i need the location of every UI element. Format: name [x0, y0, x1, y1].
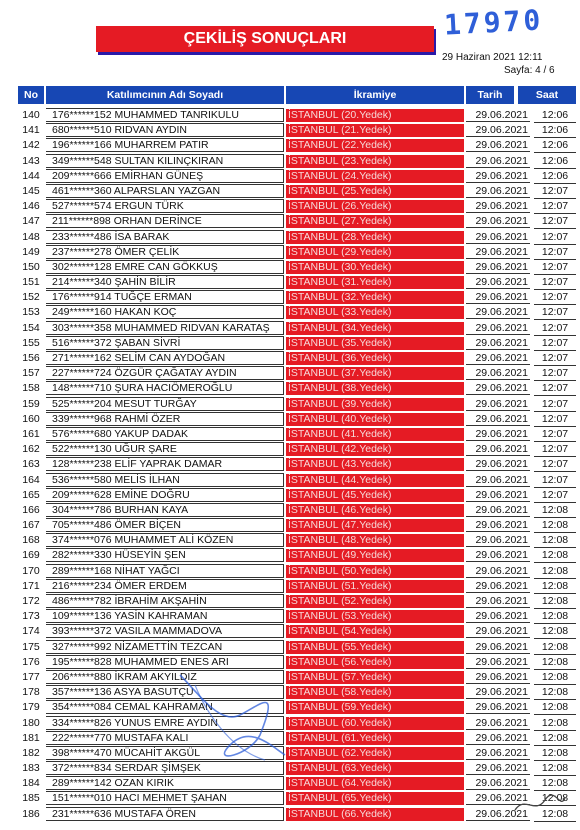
time-cell: 12:07 — [534, 231, 576, 245]
date-cell: 29.06.2021 — [466, 139, 530, 152]
row-number: 178 — [22, 686, 40, 699]
column-header-time: Saat — [518, 86, 576, 104]
row-number: 148 — [22, 230, 40, 243]
time-cell: 12:07 — [534, 200, 576, 214]
prize-cell: İSTANBUL (58.Yedek) — [286, 686, 464, 699]
table-row — [18, 518, 578, 533]
participant-name: 271******162 SELİM CAN AYDOĞAN — [46, 351, 284, 365]
table-row — [18, 199, 578, 214]
participant-name: 536******580 MELİS İLHAN — [46, 473, 284, 487]
table-row — [18, 716, 578, 731]
participant-name: 231******636 MUSTAFA ÖREN — [46, 807, 284, 821]
row-number: 146 — [22, 200, 40, 213]
date-cell: 29.06.2021 — [466, 656, 530, 669]
time-cell: 12:07 — [534, 474, 576, 488]
prize-cell: İSTANBUL (56.Yedek) — [286, 656, 464, 669]
time-cell: 12:06 — [534, 155, 576, 169]
table-row — [18, 791, 578, 806]
table-row — [18, 123, 578, 138]
row-number: 144 — [22, 169, 40, 182]
table-row — [18, 457, 578, 472]
table-row — [18, 746, 578, 761]
participant-name: 327******992 NİZAMETTİN TEZCAN — [46, 640, 284, 654]
table-row — [18, 442, 578, 457]
time-cell: 12:07 — [534, 276, 576, 290]
table-row — [18, 336, 578, 351]
time-cell: 12:06 — [534, 124, 576, 138]
table-row — [18, 366, 578, 381]
participant-name: 398******470 MÜCAHİT AKGÜL — [46, 746, 284, 760]
participant-name: 372******834 SERDAR ŞİMŞEK — [46, 761, 284, 775]
participant-name: 576******680 YAKUP DADAK — [46, 427, 284, 441]
row-number: 153 — [22, 306, 40, 319]
date-cell: 29.06.2021 — [466, 549, 530, 562]
prize-cell: İSTANBUL (54.Yedek) — [286, 625, 464, 638]
participant-name: 233******486 İSA BARAK — [46, 230, 284, 244]
time-cell: 12:08 — [534, 777, 576, 791]
table-row — [18, 761, 578, 776]
row-number: 147 — [22, 215, 40, 228]
prize-cell: İSTANBUL (22.Yedek) — [286, 139, 464, 152]
date-cell: 29.06.2021 — [466, 291, 530, 304]
date-cell: 29.06.2021 — [466, 155, 530, 168]
table-row — [18, 427, 578, 442]
row-number: 177 — [22, 670, 40, 683]
table-row — [18, 624, 578, 639]
time-cell: 12:08 — [534, 625, 576, 639]
participant-name: 216******234 ÖMER ERDEM — [46, 579, 284, 593]
time-cell: 12:07 — [534, 382, 576, 396]
row-number: 160 — [22, 412, 40, 425]
row-number: 163 — [22, 458, 40, 471]
participant-name: 374******076 MUHAMMET ALİ KÖZEN — [46, 533, 284, 547]
participant-name: 196******166 MUHARREM PATIR — [46, 138, 284, 152]
prize-cell: İSTANBUL (47.Yedek) — [286, 519, 464, 532]
row-number: 168 — [22, 534, 40, 547]
participant-name: 289******168 NİHAT YAĞCI — [46, 564, 284, 578]
column-header-name: Katılımcının Adı Soyadı — [46, 86, 284, 104]
participant-name: 354******084 CEMAL KAHRAMAN — [46, 700, 284, 714]
table-row — [18, 305, 578, 320]
participant-name: 461******360 ALPARSLAN YAZGAN — [46, 184, 284, 198]
date-cell: 29.06.2021 — [466, 246, 530, 259]
row-number: 140 — [22, 109, 40, 121]
prize-cell: İSTANBUL (52.Yedek) — [286, 595, 464, 608]
date-cell: 29.06.2021 — [466, 686, 530, 699]
table-row — [18, 655, 578, 670]
prize-cell: İSTANBUL (27.Yedek) — [286, 215, 464, 228]
row-number: 179 — [22, 701, 40, 714]
participant-name: 289******142 OZAN KIRIK — [46, 776, 284, 790]
table-row — [18, 230, 578, 245]
prize-cell: İSTANBUL (65.Yedek) — [286, 792, 464, 805]
row-number: 154 — [22, 321, 40, 334]
time-cell: 12:08 — [534, 732, 576, 746]
time-cell: 12:07 — [534, 352, 576, 366]
time-cell: 12:08 — [534, 717, 576, 731]
prize-cell: İSTANBUL (60.Yedek) — [286, 717, 464, 730]
date-cell: 29.06.2021 — [466, 367, 530, 380]
participant-name: 209******666 EMİRHAN GÜNEŞ — [46, 169, 284, 183]
table-row — [18, 564, 578, 579]
table-row — [18, 473, 578, 488]
row-number: 165 — [22, 488, 40, 501]
prize-cell: İSTANBUL (23.Yedek) — [286, 155, 464, 168]
prize-cell: İSTANBUL (59.Yedek) — [286, 701, 464, 714]
date-cell: 29.06.2021 — [466, 565, 530, 578]
prize-cell: İSTANBUL (50.Yedek) — [286, 565, 464, 578]
date-cell: 29.06.2021 — [466, 777, 530, 790]
table-row — [18, 275, 578, 290]
prize-cell: İSTANBUL (39.Yedek) — [286, 398, 464, 411]
participant-name: 304******786 BURHAN KAYA — [46, 503, 284, 517]
prize-cell: İSTANBUL (62.Yedek) — [286, 747, 464, 760]
row-number: 175 — [22, 640, 40, 653]
table-row — [18, 245, 578, 260]
prize-cell: İSTANBUL (53.Yedek) — [286, 610, 464, 623]
time-cell: 12:08 — [534, 641, 576, 655]
prize-cell: İSTANBUL (31.Yedek) — [286, 276, 464, 289]
participant-name: 302******128 EMRE CAN GÖKKUŞ — [46, 260, 284, 274]
participant-name: 705******486 ÖMER BİÇEN — [46, 518, 284, 532]
participant-name: 527******574 ERGUN TÜRK — [46, 199, 284, 213]
row-number: 162 — [22, 443, 40, 456]
row-number: 186 — [22, 807, 40, 820]
time-cell: 12:08 — [534, 808, 576, 822]
time-cell: 12:08 — [534, 701, 576, 715]
participant-name: 209******628 EMİNE DOĞRU — [46, 488, 284, 502]
row-number: 181 — [22, 731, 40, 744]
prize-cell: İSTANBUL (28.Yedek) — [286, 231, 464, 244]
row-number: 152 — [22, 291, 40, 304]
date-cell: 29.06.2021 — [466, 534, 530, 547]
row-number: 155 — [22, 336, 40, 349]
row-number: 150 — [22, 260, 40, 273]
table-row — [18, 533, 578, 548]
table-row — [18, 108, 578, 123]
participant-name: 151******010 HACI MEHMET ŞAHAN — [46, 791, 284, 805]
date-cell: 29.06.2021 — [466, 458, 530, 471]
date-cell: 29.06.2021 — [466, 808, 530, 821]
row-number: 166 — [22, 503, 40, 516]
prize-cell: İSTANBUL (38.Yedek) — [286, 382, 464, 395]
time-cell: 12:08 — [534, 610, 576, 624]
time-cell: 12:08 — [534, 671, 576, 685]
prize-cell: İSTANBUL (26.Yedek) — [286, 200, 464, 213]
time-cell: 12:07 — [534, 246, 576, 260]
date-cell: 29.06.2021 — [466, 489, 530, 502]
table-row — [18, 381, 578, 396]
row-number: 142 — [22, 139, 40, 152]
date-cell: 29.06.2021 — [466, 717, 530, 730]
participant-name: 393******372 VASILA MAMMADOVA — [46, 624, 284, 638]
table-row — [18, 731, 578, 746]
prize-cell: İSTANBUL (24.Yedek) — [286, 170, 464, 183]
table-row — [18, 260, 578, 275]
time-cell: 12:08 — [534, 534, 576, 548]
date-cell: 29.06.2021 — [466, 109, 530, 122]
date-cell: 29.06.2021 — [466, 322, 530, 335]
prize-cell: İSTANBUL (33.Yedek) — [286, 306, 464, 319]
table-row — [18, 685, 578, 700]
column-header-no: No — [18, 86, 44, 104]
prize-cell: İSTANBUL (45.Yedek) — [286, 489, 464, 502]
date-cell: 29.06.2021 — [466, 792, 530, 805]
time-cell: 12:07 — [534, 443, 576, 457]
participant-name: 176******152 MUHAMMED TANRIKULU — [46, 108, 284, 122]
prize-cell: İSTANBUL (21.Yedek) — [286, 124, 464, 137]
participant-name: 486******782 İBRAHİM AKŞAHİN — [46, 594, 284, 608]
prize-cell: İSTANBUL (32.Yedek) — [286, 291, 464, 304]
date-cell: 29.06.2021 — [466, 732, 530, 745]
time-cell: 12:08 — [534, 686, 576, 700]
row-number: 183 — [22, 762, 40, 775]
column-header-prize: İkramiye — [286, 86, 464, 104]
row-number: 167 — [22, 519, 40, 532]
prize-cell: İSTANBUL (42.Yedek) — [286, 443, 464, 456]
handwritten-signature — [170, 655, 290, 775]
participant-name: 249******160 HAKAN KOÇ — [46, 305, 284, 319]
row-number: 159 — [22, 397, 40, 410]
time-cell: 12:08 — [534, 504, 576, 518]
date-cell: 29.06.2021 — [466, 762, 530, 775]
date-cell: 29.06.2021 — [466, 625, 530, 638]
row-number: 173 — [22, 610, 40, 623]
date-cell: 29.06.2021 — [466, 398, 530, 411]
row-number: 141 — [22, 124, 40, 137]
prize-cell: İSTANBUL (20.Yedek) — [286, 109, 464, 122]
column-header-date: Tarih — [466, 86, 514, 104]
table-row — [18, 321, 578, 336]
time-cell: 12:07 — [534, 306, 576, 320]
participant-name: 148******710 ŞURA HACIÖMEROĞLU — [46, 381, 284, 395]
participant-name: 680******510 RIDVAN AYDIN — [46, 123, 284, 137]
date-cell: 29.06.2021 — [466, 352, 530, 365]
date-cell: 29.06.2021 — [466, 747, 530, 760]
row-number: 176 — [22, 655, 40, 668]
participant-name: 211******898 ORHAN DERİNCE — [46, 214, 284, 228]
participant-name: 195******828 MUHAMMED ENES ARI — [46, 655, 284, 669]
participant-name: 282******330 HÜSEYİN ŞEN — [46, 548, 284, 562]
time-cell: 12:06 — [534, 109, 576, 123]
table-row — [18, 290, 578, 305]
row-number: 151 — [22, 276, 40, 289]
time-cell: 12:07 — [534, 185, 576, 199]
participant-name: 227******724 ÖZGÜR ÇAĞATAY AYDIN — [46, 366, 284, 380]
time-cell: 12:08 — [534, 549, 576, 563]
prize-cell: İSTANBUL (63.Yedek) — [286, 762, 464, 775]
row-number: 143 — [22, 154, 40, 167]
table-row — [18, 503, 578, 518]
table-row — [18, 154, 578, 169]
time-cell: 12:07 — [534, 489, 576, 503]
time-cell: 12:07 — [534, 337, 576, 351]
row-number: 171 — [22, 579, 40, 592]
table-row — [18, 397, 578, 412]
row-number: 164 — [22, 473, 40, 486]
time-cell: 12:07 — [534, 322, 576, 336]
time-cell: 12:07 — [534, 398, 576, 412]
table-row — [18, 138, 578, 153]
table-row — [18, 700, 578, 715]
row-number: 184 — [22, 777, 40, 790]
participant-name: 339******968 RAHMİ ÖZER — [46, 412, 284, 426]
time-cell: 12:08 — [534, 792, 576, 806]
row-number: 172 — [22, 595, 40, 607]
participant-name: 357******136 ASYA BASUTÇU — [46, 685, 284, 699]
participant-name: 237******278 ÖMER ÇELİK — [46, 245, 284, 259]
date-cell: 29.06.2021 — [466, 231, 530, 244]
date-cell: 29.06.2021 — [466, 413, 530, 426]
prize-cell: İSTANBUL (55.Yedek) — [286, 641, 464, 654]
table-row — [18, 488, 578, 503]
row-number: 174 — [22, 625, 40, 638]
row-number: 156 — [22, 352, 40, 364]
page-indicator: Sayfa: 4 / 6 — [504, 65, 555, 76]
prize-cell: İSTANBUL (43.Yedek) — [286, 458, 464, 471]
time-cell: 12:08 — [534, 580, 576, 594]
print-date-time: 29 Haziran 2021 12:11 — [442, 52, 543, 63]
prize-cell: İSTANBUL (41.Yedek) — [286, 428, 464, 441]
row-number: 157 — [22, 367, 40, 380]
table-row — [18, 548, 578, 563]
prize-cell: İSTANBUL (40.Yedek) — [286, 413, 464, 426]
time-cell: 12:07 — [534, 215, 576, 229]
row-number: 161 — [22, 427, 40, 440]
time-cell: 12:07 — [534, 367, 576, 381]
row-number: 182 — [22, 746, 40, 759]
date-cell: 29.06.2021 — [466, 261, 530, 274]
row-number: 185 — [22, 792, 40, 805]
table-row — [18, 169, 578, 184]
participant-name: 349******548 SULTAN KILINÇKIRAN — [46, 154, 284, 168]
table-row — [18, 351, 578, 366]
participant-name: 522******130 UĞUR ŞARE — [46, 442, 284, 456]
date-cell: 29.06.2021 — [466, 185, 530, 198]
time-cell: 12:08 — [534, 519, 576, 533]
prize-cell: İSTANBUL (57.Yedek) — [286, 671, 464, 684]
date-cell: 29.06.2021 — [466, 701, 530, 714]
time-cell: 12:07 — [534, 428, 576, 442]
time-cell: 12:08 — [534, 747, 576, 761]
participant-name: 206******880 İKRAM AKYILDIZ — [46, 670, 284, 684]
date-cell: 29.06.2021 — [466, 504, 530, 517]
prize-cell: İSTANBUL (48.Yedek) — [286, 534, 464, 547]
date-cell: 29.06.2021 — [466, 382, 530, 395]
document-number-stamp: 17970 — [443, 3, 545, 42]
participant-name: 128******238 ELİF YAPRAK DAMAR — [46, 457, 284, 471]
initials-mark — [510, 790, 570, 820]
table-row — [18, 776, 578, 791]
prize-cell: İSTANBUL (66.Yedek) — [286, 808, 464, 821]
prize-cell: İSTANBUL (34.Yedek) — [286, 322, 464, 335]
prize-cell: İSTANBUL (30.Yedek) — [286, 261, 464, 274]
table-row — [18, 670, 578, 685]
participant-name: 222******770 MUSTAFA KALI — [46, 731, 284, 745]
table-row — [18, 412, 578, 427]
prize-cell: İSTANBUL (36.Yedek) — [286, 352, 464, 365]
row-number: 158 — [22, 382, 40, 395]
table-row — [18, 640, 578, 655]
prize-cell: İSTANBUL (64.Yedek) — [286, 777, 464, 790]
participant-name: 303******358 MUHAMMED RIDVAN KARATAŞ — [46, 321, 284, 335]
prize-cell: İSTANBUL (51.Yedek) — [286, 580, 464, 593]
time-cell: 12:06 — [534, 139, 576, 153]
date-cell: 29.06.2021 — [466, 671, 530, 684]
row-number: 145 — [22, 184, 40, 197]
table-row — [18, 594, 578, 609]
participant-name: 109******136 YASİN KAHRAMAN — [46, 609, 284, 623]
date-cell: 29.06.2021 — [466, 595, 530, 608]
time-cell: 12:07 — [534, 291, 576, 305]
prize-cell: İSTANBUL (61.Yedek) — [286, 732, 464, 745]
date-cell: 29.06.2021 — [466, 200, 530, 213]
table-row — [18, 214, 578, 229]
date-cell: 29.06.2021 — [466, 428, 530, 441]
date-cell: 29.06.2021 — [466, 580, 530, 593]
participant-name: 525******204 MESUT TURĞAY — [46, 397, 284, 411]
date-cell: 29.06.2021 — [466, 641, 530, 654]
table-row — [18, 609, 578, 624]
time-cell: 12:07 — [534, 458, 576, 472]
date-cell: 29.06.2021 — [466, 215, 530, 228]
row-number: 149 — [22, 245, 40, 258]
row-number: 169 — [22, 549, 40, 562]
time-cell: 12:08 — [534, 762, 576, 776]
participant-name: 516******372 ŞABAN SİVRİ — [46, 336, 284, 350]
date-cell: 29.06.2021 — [466, 124, 530, 137]
row-number: 180 — [22, 716, 40, 729]
prize-cell: İSTANBUL (29.Yedek) — [286, 246, 464, 259]
prize-cell: İSTANBUL (46.Yedek) — [286, 504, 464, 517]
time-cell: 12:07 — [534, 261, 576, 275]
table-row — [18, 184, 578, 199]
prize-cell: İSTANBUL (25.Yedek) — [286, 185, 464, 198]
date-cell: 29.06.2021 — [466, 276, 530, 289]
date-cell: 29.06.2021 — [466, 170, 530, 183]
participant-name: 214******340 ŞAHİN BİLİR — [46, 275, 284, 289]
time-cell: 12:08 — [534, 595, 576, 609]
date-cell: 29.06.2021 — [466, 474, 530, 487]
prize-cell: İSTANBUL (35.Yedek) — [286, 337, 464, 350]
date-cell: 29.06.2021 — [466, 610, 530, 623]
table-row — [18, 807, 578, 822]
time-cell: 12:06 — [534, 170, 576, 184]
prize-cell: İSTANBUL (44.Yedek) — [286, 474, 464, 487]
date-cell: 29.06.2021 — [466, 519, 530, 532]
prize-cell: İSTANBUL (37.Yedek) — [286, 367, 464, 380]
date-cell: 29.06.2021 — [466, 337, 530, 350]
prize-cell: İSTANBUL (49.Yedek) — [286, 549, 464, 562]
results-table — [18, 108, 578, 822]
date-cell: 29.06.2021 — [466, 443, 530, 456]
row-number: 170 — [22, 564, 40, 577]
participant-name: 334******826 YUNUS EMRE AYDIN — [46, 716, 284, 730]
participant-name: 176******914 TUĞÇE ERMAN — [46, 290, 284, 304]
time-cell: 12:07 — [534, 413, 576, 427]
time-cell: 12:08 — [534, 565, 576, 579]
date-cell: 29.06.2021 — [466, 306, 530, 319]
page-title: ÇEKİLİŞ SONUÇLARI — [96, 26, 434, 52]
table-row — [18, 579, 578, 594]
time-cell: 12:08 — [534, 656, 576, 670]
